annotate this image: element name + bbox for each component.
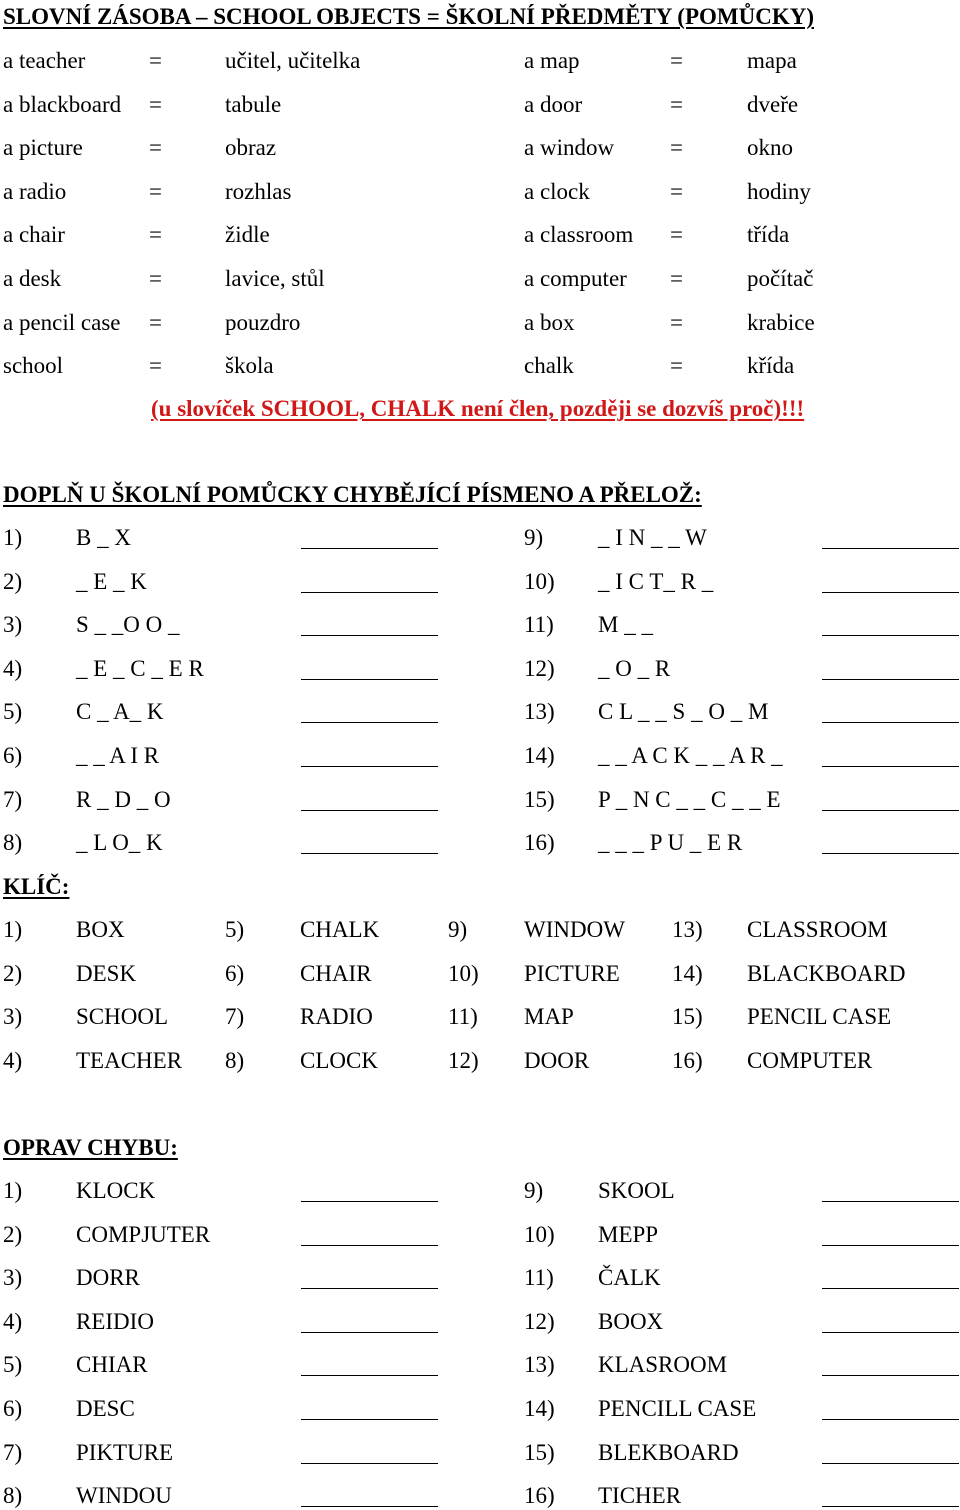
vocab-czech: obraz — [225, 135, 277, 160]
incomplete-word: C _ A_ K — [76, 699, 164, 724]
answer-blank[interactable] — [822, 1419, 959, 1420]
answer-blank[interactable] — [301, 1419, 438, 1420]
answer-blank[interactable] — [301, 1288, 438, 1289]
misspelled-word: COMPJUTER — [76, 1222, 211, 1247]
incomplete-word: _ I N _ _ W — [598, 525, 707, 550]
vocab-english: a computer — [524, 266, 627, 291]
equals-sign: = — [670, 48, 683, 73]
vocab-english: a window — [524, 135, 615, 160]
answer-blank[interactable] — [301, 722, 438, 723]
item-number: 2) — [3, 961, 23, 986]
vocab-english: school — [3, 353, 64, 378]
incomplete-word: _ L O_ K — [76, 830, 163, 855]
misspelled-word: PENCILL CASE — [598, 1396, 757, 1421]
vocab-english: a desk — [3, 266, 62, 291]
key-heading: KLÍČ: — [3, 874, 70, 899]
equals-sign: = — [149, 353, 162, 378]
incomplete-word: _ _ A C K _ _ A R _ — [598, 743, 783, 768]
item-number: 6) — [225, 961, 245, 986]
item-number: 14) — [524, 1396, 555, 1421]
item-number: 5) — [3, 699, 23, 724]
vocab-english: a picture — [3, 135, 83, 160]
item-number: 13) — [524, 1352, 555, 1377]
incomplete-word: _ E _ C _ E R — [76, 656, 204, 681]
answer-blank[interactable] — [822, 1506, 959, 1507]
key-answer: DOOR — [524, 1048, 590, 1073]
answer-blank[interactable] — [822, 1375, 959, 1376]
vocab-english: a clock — [524, 179, 590, 204]
key-answer: COMPUTER — [747, 1048, 873, 1073]
item-number: 4) — [3, 656, 23, 681]
misspelled-word: CHIAR — [76, 1352, 148, 1377]
misspelled-word: BLEKBOARD — [598, 1440, 739, 1465]
misspelled-word: WINDOU — [76, 1483, 172, 1508]
equals-sign: = — [149, 92, 162, 117]
misspelled-word: KLASROOM — [598, 1352, 728, 1377]
key-answer: MAP — [524, 1004, 574, 1029]
key-answer: BOX — [76, 917, 125, 942]
incomplete-word: B _ X — [76, 525, 131, 550]
vocab-english: a map — [524, 48, 580, 73]
item-number: 11) — [524, 612, 554, 637]
misspelled-word: SKOOL — [598, 1178, 675, 1203]
incomplete-word: C L _ _ S _ O _ M — [598, 699, 769, 724]
item-number: 7) — [225, 1004, 245, 1029]
answer-blank[interactable] — [301, 1332, 438, 1333]
misspelled-word: ČALK — [598, 1265, 661, 1290]
key-answer: WINDOW — [524, 917, 625, 942]
answer-blank[interactable] — [822, 1245, 959, 1246]
item-number: 14) — [524, 743, 555, 768]
answer-blank[interactable] — [301, 810, 438, 811]
key-answer: CLASSROOM — [747, 917, 888, 942]
answer-blank[interactable] — [301, 1506, 438, 1507]
vocab-czech: mapa — [747, 48, 797, 73]
item-number: 12) — [524, 656, 555, 681]
vocab-czech: krabice — [747, 310, 815, 335]
key-answer: TEACHER — [76, 1048, 183, 1073]
item-number: 8) — [3, 830, 23, 855]
incomplete-word: _ O _ R — [598, 656, 671, 681]
item-number: 1) — [3, 525, 23, 550]
vocab-czech: židle — [225, 222, 270, 247]
vocab-english: a pencil case — [3, 310, 121, 335]
answer-blank[interactable] — [822, 1463, 959, 1464]
answer-blank[interactable] — [301, 548, 438, 549]
vocab-czech: hodiny — [747, 179, 811, 204]
answer-blank[interactable] — [822, 592, 959, 593]
item-number: 10) — [524, 1222, 555, 1247]
equals-sign: = — [149, 135, 162, 160]
item-number: 15) — [524, 1440, 555, 1465]
item-number: 12) — [448, 1048, 479, 1073]
fill-in-heading: DOPLŇ U ŠKOLNÍ POMŮCKY CHYBĚJÍCÍ PÍSMENO A PŘELOŽ: — [3, 482, 702, 507]
item-number: 10) — [448, 961, 479, 986]
item-number: 5) — [3, 1352, 23, 1377]
equals-sign: = — [670, 266, 683, 291]
answer-blank[interactable] — [822, 635, 959, 636]
answer-blank[interactable] — [822, 1288, 959, 1289]
key-answer: SCHOOL — [76, 1004, 169, 1029]
answer-blank[interactable] — [301, 1463, 438, 1464]
incomplete-word: _ E _ K — [76, 569, 147, 594]
incomplete-word: _ I C T_ R _ — [598, 569, 714, 594]
equals-sign: = — [149, 266, 162, 291]
item-number: 9) — [524, 1178, 544, 1203]
vocab-czech: křída — [747, 353, 795, 378]
key-answer: BLACKBOARD — [747, 961, 906, 986]
key-answer: CLOCK — [300, 1048, 378, 1073]
incomplete-word: S _ _O O _ — [76, 612, 180, 637]
page-title: SLOVNÍ ZÁSOBA – SCHOOL OBJECTS = ŠKOLNÍ PŘEDMĚTY (POMŮCKY) — [3, 4, 814, 29]
misspelled-word: TICHER — [598, 1483, 682, 1508]
answer-blank[interactable] — [822, 722, 959, 723]
item-number: 13) — [672, 917, 703, 942]
article-note: (u slovíček SCHOOL, CHALK není člen, později se dozvíš proč)!!! — [151, 396, 805, 421]
vocab-english: chalk — [524, 353, 574, 378]
vocab-english: a radio — [3, 179, 67, 204]
vocab-english: a box — [524, 310, 575, 335]
item-number: 15) — [524, 787, 555, 812]
vocab-czech: pouzdro — [225, 310, 301, 335]
misspelled-word: DORR — [76, 1265, 140, 1290]
vocab-czech: okno — [747, 135, 793, 160]
vocab-czech: škola — [225, 353, 274, 378]
item-number: 7) — [3, 787, 23, 812]
equals-sign: = — [149, 179, 162, 204]
item-number: 6) — [3, 743, 23, 768]
answer-blank[interactable] — [301, 679, 438, 680]
item-number: 13) — [524, 699, 555, 724]
answer-blank[interactable] — [822, 853, 959, 854]
vocab-czech: počítač — [747, 266, 814, 291]
key-answer: CHALK — [300, 917, 380, 942]
incomplete-word: P _ N C _ _ C _ _ E — [598, 787, 781, 812]
equals-sign: = — [149, 310, 162, 335]
answer-blank[interactable] — [822, 1201, 959, 1202]
vocab-english: a teacher — [3, 48, 86, 73]
answer-blank[interactable] — [822, 1332, 959, 1333]
item-number: 16) — [524, 830, 555, 855]
item-number: 6) — [3, 1396, 23, 1421]
key-answer: CHAIR — [300, 961, 372, 986]
item-number: 4) — [3, 1048, 23, 1073]
answer-blank[interactable] — [301, 1245, 438, 1246]
key-answer: PENCIL CASE — [747, 1004, 892, 1029]
key-answer: DESK — [76, 961, 137, 986]
item-number: 3) — [3, 612, 23, 637]
item-number: 3) — [3, 1265, 23, 1290]
vocab-czech: třída — [747, 222, 790, 247]
item-number: 8) — [225, 1048, 245, 1073]
answer-blank[interactable] — [301, 853, 438, 854]
misspelled-word: KLOCK — [76, 1178, 156, 1203]
vocab-english: a chair — [3, 222, 65, 247]
equals-sign: = — [670, 135, 683, 160]
item-number: 9) — [448, 917, 468, 942]
misspelled-word: BOOX — [598, 1309, 664, 1334]
item-number: 16) — [524, 1483, 555, 1508]
item-number: 2) — [3, 569, 23, 594]
answer-blank[interactable] — [301, 635, 438, 636]
item-number: 16) — [672, 1048, 703, 1073]
vocab-czech: tabule — [225, 92, 282, 117]
answer-blank[interactable] — [822, 679, 959, 680]
misspelled-word: MEPP — [598, 1222, 659, 1247]
answer-blank[interactable] — [301, 592, 438, 593]
equals-sign: = — [670, 353, 683, 378]
key-answer: PICTURE — [524, 961, 620, 986]
item-number: 15) — [672, 1004, 703, 1029]
equals-sign: = — [670, 92, 683, 117]
item-number: 5) — [225, 917, 245, 942]
vocab-czech: učitel, učitelka — [225, 48, 361, 73]
item-number: 3) — [3, 1004, 23, 1029]
answer-blank[interactable] — [301, 766, 438, 767]
equals-sign: = — [149, 222, 162, 247]
correct-heading: OPRAV CHYBU: — [3, 1135, 178, 1160]
vocab-english: a door — [524, 92, 583, 117]
item-number: 9) — [524, 525, 544, 550]
item-number: 10) — [524, 569, 555, 594]
item-number: 2) — [3, 1222, 23, 1247]
equals-sign: = — [670, 179, 683, 204]
incomplete-word: _ _ A I R — [76, 743, 160, 768]
equals-sign: = — [149, 48, 162, 73]
item-number: 11) — [448, 1004, 478, 1029]
incomplete-word: M _ _ — [598, 612, 653, 637]
incomplete-word: R _ D _ O — [76, 787, 171, 812]
misspelled-word: REIDIO — [76, 1309, 154, 1334]
answer-blank[interactable] — [822, 548, 959, 549]
equals-sign: = — [670, 310, 683, 335]
incomplete-word: _ _ _ P U _ E R — [598, 830, 743, 855]
item-number: 1) — [3, 1178, 23, 1203]
answer-blank[interactable] — [822, 766, 959, 767]
key-answer: RADIO — [300, 1004, 373, 1029]
item-number: 14) — [672, 961, 703, 986]
vocab-czech: dveře — [747, 92, 799, 117]
item-number: 11) — [524, 1265, 554, 1290]
vocab-czech: rozhlas — [225, 179, 292, 204]
answer-blank[interactable] — [301, 1201, 438, 1202]
answer-blank[interactable] — [301, 1375, 438, 1376]
answer-blank[interactable] — [822, 810, 959, 811]
vocab-english: a classroom — [524, 222, 634, 247]
item-number: 12) — [524, 1309, 555, 1334]
item-number: 4) — [3, 1309, 23, 1334]
item-number: 1) — [3, 917, 23, 942]
item-number: 7) — [3, 1440, 23, 1465]
item-number: 8) — [3, 1483, 23, 1508]
misspelled-word: DESC — [76, 1396, 135, 1421]
vocab-czech: lavice, stůl — [225, 266, 325, 291]
vocab-english: a blackboard — [3, 92, 122, 117]
misspelled-word: PIKTURE — [76, 1440, 174, 1465]
equals-sign: = — [670, 222, 683, 247]
